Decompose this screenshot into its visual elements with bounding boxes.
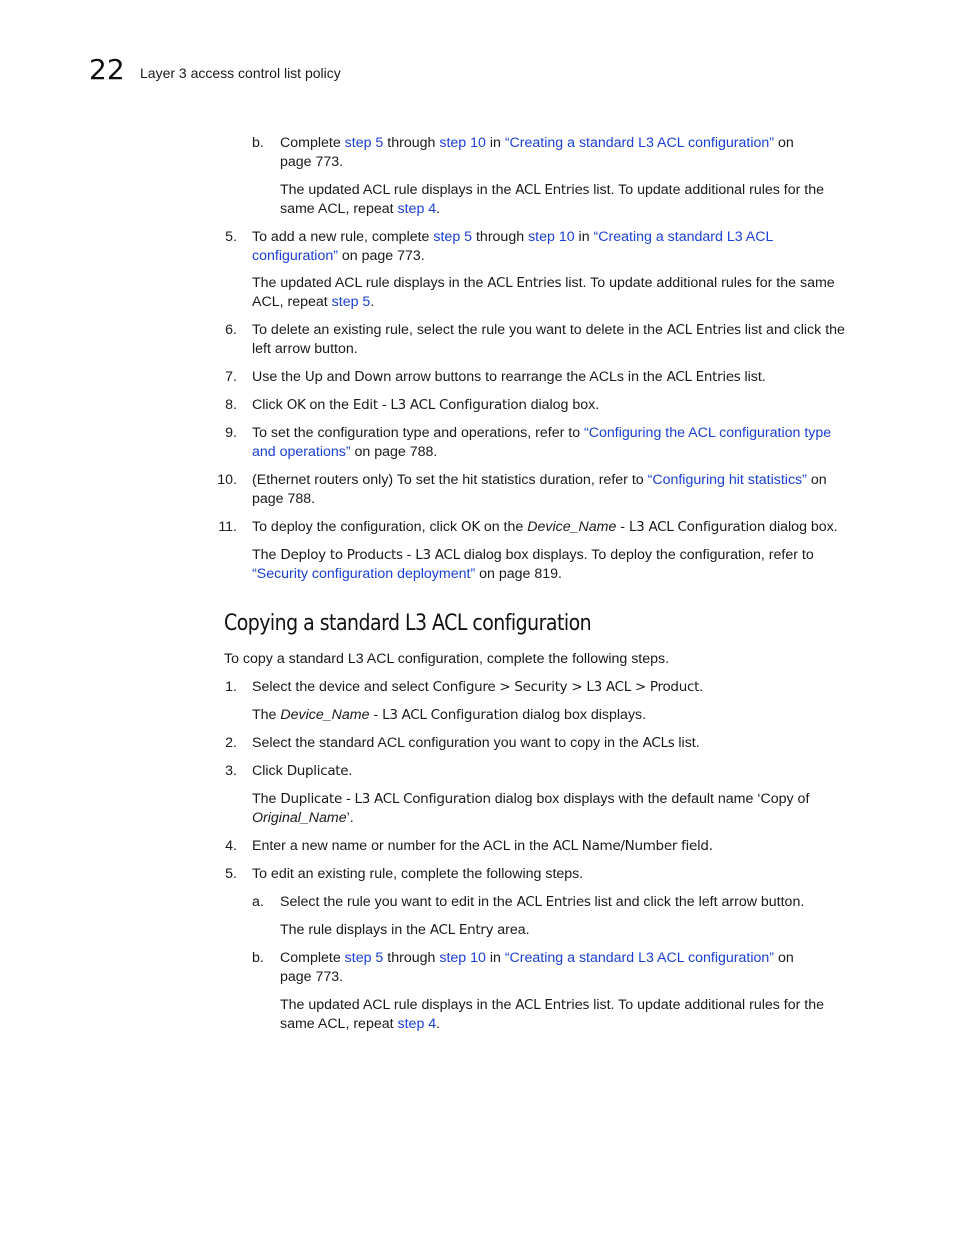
link-step-5[interactable]: step 5 — [344, 135, 384, 151]
chapter-title: Layer 3 access control list policy — [140, 65, 341, 81]
link-step-10[interactable]: step 10 — [439, 135, 486, 151]
link-configuring-acl-type[interactable]: “Configuring the ACL configuration type — [584, 425, 832, 441]
step-number: 2. — [225, 735, 237, 751]
chapter-number: 22 — [89, 53, 125, 86]
step-number: 6. — [225, 322, 237, 338]
link-step-5[interactable]: step 5 — [331, 294, 371, 310]
link-creating-standard-l3-acl[interactable]: “Creating a standard L3 ACL configuration” — [504, 950, 775, 966]
step-number: 11. — [218, 519, 237, 535]
step-number: 9. — [225, 425, 237, 441]
step-number: 8. — [225, 397, 237, 413]
substep-label: b. — [252, 950, 264, 966]
substep-text: Complete step 5 through step 10 in “Creating a standard L3 ACL configuration” on page 773. — [280, 135, 794, 170]
step-number: 5. — [225, 866, 237, 882]
step-number: 7. — [225, 369, 237, 385]
step-number: 5. — [225, 229, 237, 245]
link-configuring-acl-type-cont[interactable]: and operations” — [252, 444, 351, 460]
link-step-5[interactable]: step 5 — [433, 229, 473, 245]
link-creating-standard-l3-acl[interactable]: “Creating a standard L3 ACL configuration” — [504, 135, 775, 151]
step-number: 1. — [225, 679, 237, 695]
section-heading: Copying a standard L3 ACL configuration — [224, 611, 592, 636]
link-creating-standard-l3-acl-cont[interactable]: configuration” — [252, 248, 338, 264]
substep-label: a. — [252, 894, 264, 910]
link-step-10[interactable]: step 10 — [528, 229, 575, 245]
step-number: 3. — [225, 763, 237, 779]
step-number: 10. — [217, 472, 237, 488]
step-number: 4. — [225, 838, 237, 854]
link-step-10[interactable]: step 10 — [439, 950, 486, 966]
link-step-4[interactable]: step 4 — [397, 1016, 437, 1032]
link-step-5[interactable]: step 5 — [344, 950, 384, 966]
link-step-4[interactable]: step 4 — [397, 201, 437, 217]
link-creating-standard-l3-acl[interactable]: “Creating a standard L3 ACL — [593, 229, 774, 245]
substep-label: b. — [252, 135, 264, 151]
link-configuring-hit-statistics[interactable]: “Configuring hit statistics” — [647, 472, 807, 488]
menu-path: Configure > Security > L3 ACL > Product — [432, 679, 700, 695]
link-security-config-deployment[interactable]: “Security configuration deployment” — [252, 566, 476, 582]
